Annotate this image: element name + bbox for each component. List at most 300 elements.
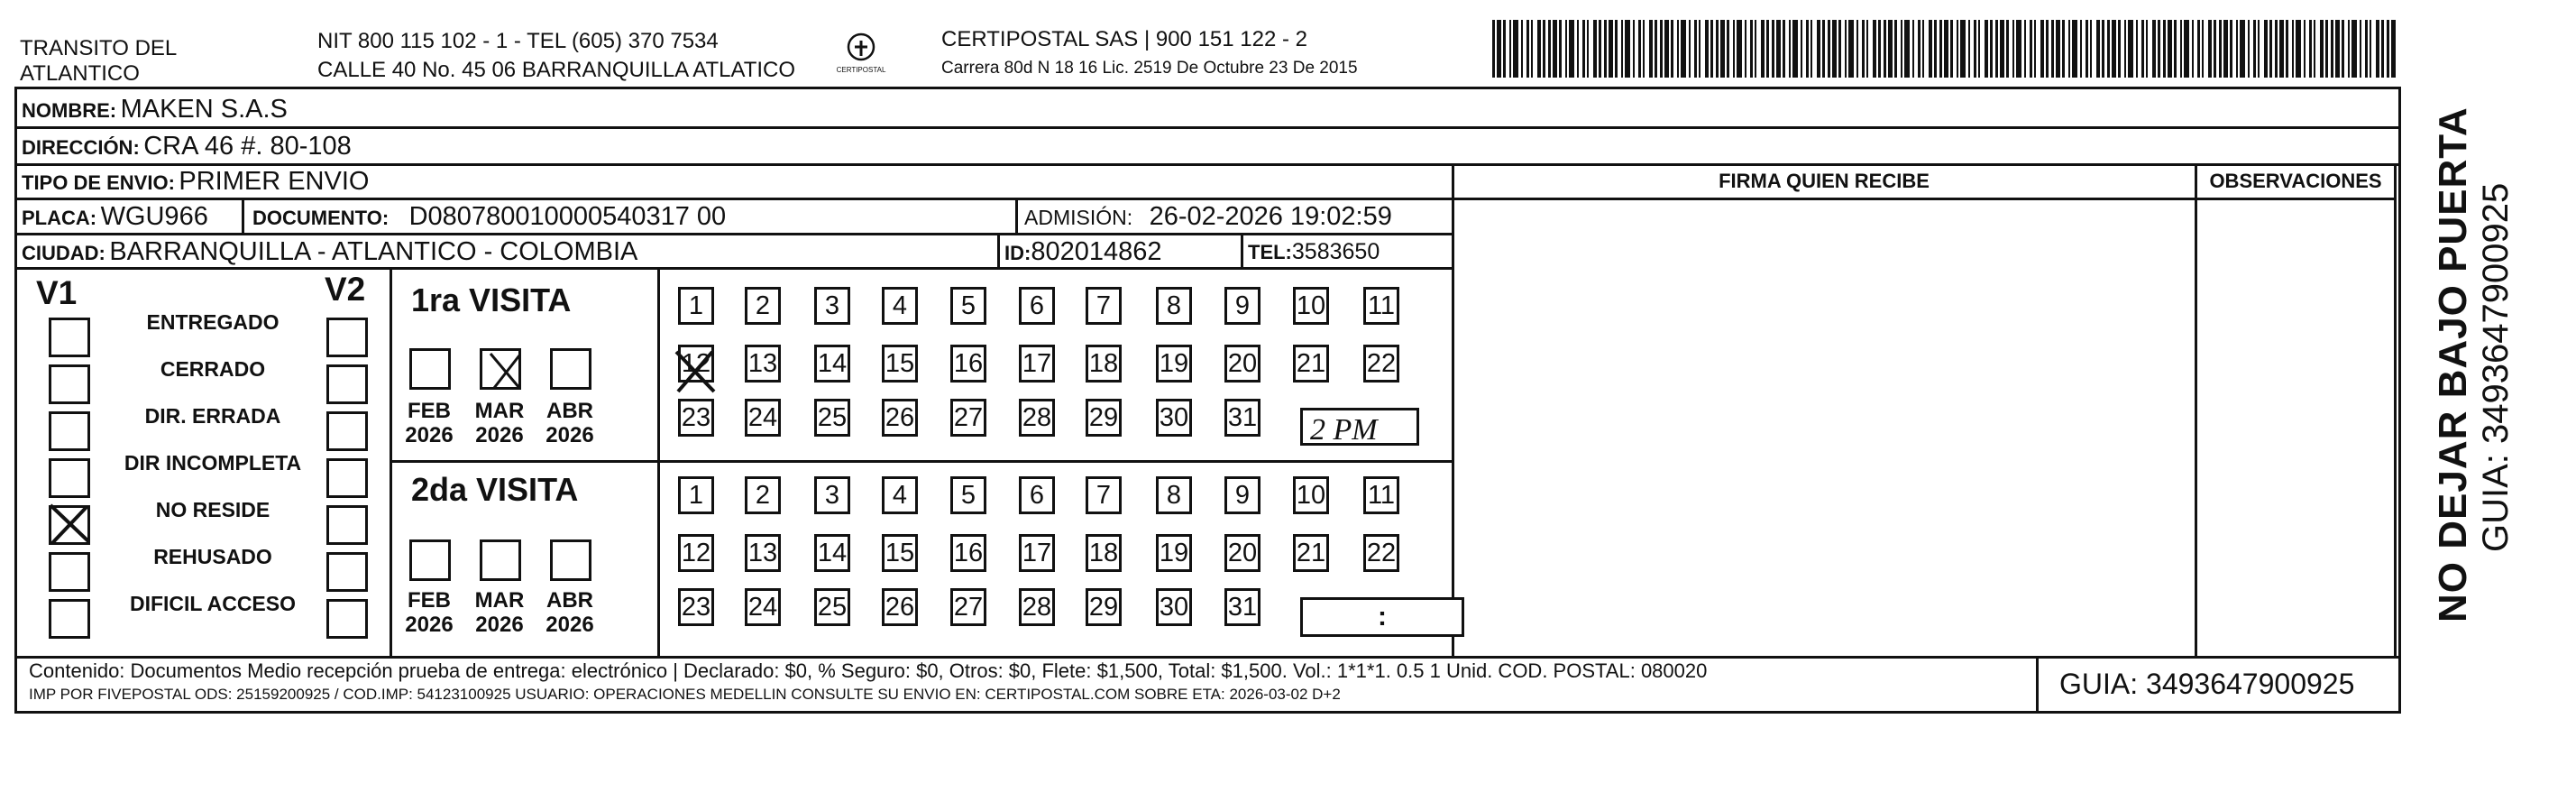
day-box[interactable]: 19 bbox=[1156, 534, 1192, 572]
barcode-bar bbox=[2365, 20, 2368, 78]
ciudad-label: CIUDAD: bbox=[22, 242, 105, 264]
tipo-value: PRIMER ENVIO bbox=[179, 167, 370, 196]
barcode-bar bbox=[1939, 20, 1942, 78]
handwritten-time-icon bbox=[1303, 410, 1416, 443]
day-box[interactable]: 4 bbox=[882, 476, 918, 514]
license-line: Carrera 80d N 18 16 Lic. 2519 De Octubre 23 De 2015 bbox=[941, 59, 1358, 78]
barcode-bar bbox=[2223, 20, 2228, 78]
month-name: MAR bbox=[474, 399, 525, 423]
barcode-bar bbox=[2034, 20, 2036, 78]
barcode-bar bbox=[2068, 20, 2070, 78]
reason-label: ENTREGADO bbox=[146, 310, 280, 334]
day-box[interactable]: 1 bbox=[678, 476, 714, 514]
direccion-field bbox=[22, 131, 352, 166]
barcode-bar bbox=[1621, 20, 1623, 78]
direccion-label: DIRECCIÓN: bbox=[22, 136, 140, 159]
tel-label: TEL: bbox=[1248, 241, 1292, 263]
placa-label: PLACA: bbox=[22, 207, 97, 229]
month-checkbox[interactable] bbox=[409, 348, 451, 390]
day-box[interactable]: 30 bbox=[1156, 588, 1192, 626]
barcode-bar bbox=[1720, 20, 1725, 78]
barcode-bar bbox=[1901, 20, 1902, 78]
reason-label: NO RESIDE bbox=[155, 498, 270, 521]
month-label bbox=[397, 399, 462, 447]
day-box[interactable]: 14 bbox=[814, 534, 850, 572]
day-box[interactable]: 20 bbox=[1224, 534, 1260, 572]
barcode-bar bbox=[1848, 20, 1854, 78]
visit1-title: 1ra VISITA bbox=[411, 281, 572, 318]
month-checkbox[interactable] bbox=[409, 539, 451, 581]
day-box[interactable]: 4 bbox=[882, 287, 918, 325]
barcode-bar bbox=[2006, 20, 2009, 78]
day-box[interactable]: 28 bbox=[1019, 399, 1055, 437]
day-box[interactable]: 25 bbox=[814, 399, 850, 437]
day-box[interactable]: 30 bbox=[1156, 399, 1192, 437]
day-box[interactable]: 24 bbox=[745, 588, 781, 626]
day-box[interactable]: 12 bbox=[678, 534, 714, 572]
barcode-bar bbox=[2158, 20, 2160, 78]
day-box[interactable]: 17 bbox=[1019, 345, 1055, 383]
day-box[interactable]: 6 bbox=[1019, 476, 1055, 514]
day-box[interactable]: 8 bbox=[1156, 476, 1192, 514]
reason-label: DIR INCOMPLETA bbox=[124, 451, 302, 475]
documento-value: D080780010000540317 00 bbox=[408, 202, 727, 231]
barcode-bar bbox=[1710, 20, 1713, 78]
barcode-bar bbox=[1615, 20, 1618, 78]
placa-field bbox=[22, 201, 208, 236]
month-label bbox=[467, 588, 532, 637]
address-line: CALLE 40 No. 45 06 BARRANQUILLA ATLATICO bbox=[317, 58, 796, 82]
day-box[interactable]: 27 bbox=[950, 588, 986, 626]
barcode-bar bbox=[1689, 20, 1691, 78]
barcode-bar bbox=[2102, 20, 2104, 78]
documento-label: DOCUMENTO: bbox=[252, 207, 390, 229]
barcode-bar bbox=[1845, 20, 1847, 78]
barcode-bar bbox=[1745, 20, 1746, 78]
nombre-label: NOMBRE: bbox=[22, 99, 117, 122]
barcode-bar bbox=[1801, 20, 1802, 78]
v1-checkbox[interactable] bbox=[49, 552, 90, 592]
company-info bbox=[941, 27, 1358, 79]
day-box[interactable]: 29 bbox=[1086, 399, 1122, 437]
barcode-bar bbox=[1957, 20, 1958, 78]
barcode-bar bbox=[2219, 20, 2222, 78]
day-box[interactable]: 14 bbox=[814, 345, 850, 383]
barcode-bar bbox=[2168, 20, 2172, 78]
barcode-bar bbox=[2240, 20, 2245, 78]
day-box[interactable]: 18 bbox=[1086, 345, 1122, 383]
barcode-bar bbox=[1761, 20, 1765, 78]
barcode-bar bbox=[1838, 20, 1841, 78]
v1-checkbox[interactable] bbox=[49, 364, 90, 404]
barcode-bar bbox=[2292, 20, 2294, 78]
month-label bbox=[537, 399, 602, 447]
barcode-bar bbox=[1894, 20, 1897, 78]
barcode-bar bbox=[1694, 20, 1697, 78]
barcode-bar bbox=[1828, 20, 1830, 78]
day-box[interactable]: 26 bbox=[882, 399, 918, 437]
barcode-bar bbox=[1638, 20, 1641, 78]
reason-label: REHUSADO bbox=[153, 545, 272, 568]
barcode-bar bbox=[2348, 20, 2350, 78]
day-box[interactable]: 8 bbox=[1156, 287, 1192, 325]
barcode-bar bbox=[2387, 20, 2389, 78]
visit2-time-placeholder: : bbox=[1378, 602, 1387, 631]
barcode-bar bbox=[1750, 20, 1753, 78]
barcode-bar bbox=[1548, 20, 1551, 78]
barcode-bar bbox=[1737, 20, 1742, 78]
v2-checkbox[interactable] bbox=[326, 411, 368, 451]
v2-checkbox[interactable] bbox=[326, 364, 368, 404]
barcode-bar bbox=[2248, 20, 2250, 78]
tipo-envio-field bbox=[22, 166, 369, 201]
month-year: 2026 bbox=[475, 423, 524, 447]
v1-checkbox[interactable] bbox=[49, 458, 90, 498]
barcode-bar bbox=[1727, 20, 1729, 78]
day-box[interactable]: 9 bbox=[1224, 287, 1260, 325]
month-checkbox[interactable] bbox=[550, 539, 591, 581]
v2-checkbox[interactable] bbox=[326, 505, 368, 545]
barcode-bar bbox=[2331, 20, 2333, 78]
nombre-value: MAKEN S.A.S bbox=[120, 95, 288, 124]
day-box[interactable]: 11 bbox=[1363, 287, 1399, 325]
barcode-bar bbox=[2258, 20, 2260, 78]
barcode-bar bbox=[1817, 20, 1820, 78]
barcode-bar bbox=[1862, 20, 1865, 78]
barcode-bar bbox=[1609, 20, 1613, 78]
visit1-time-box[interactable] bbox=[1300, 408, 1419, 446]
barcode-bar bbox=[1503, 20, 1506, 78]
v2-checkbox[interactable] bbox=[326, 552, 368, 592]
barcode-bar bbox=[1677, 20, 1679, 78]
barcode-bar bbox=[2296, 20, 2301, 78]
barcode-bar bbox=[2309, 20, 2312, 78]
barcode-bar bbox=[2124, 20, 2126, 78]
day-box[interactable]: 20 bbox=[1224, 345, 1260, 383]
barcode-bar bbox=[2163, 20, 2166, 78]
barcode-bar bbox=[2236, 20, 2238, 78]
v2-checkbox[interactable] bbox=[326, 318, 368, 357]
day-box[interactable]: 24 bbox=[745, 399, 781, 437]
barcode-bar bbox=[1888, 20, 1893, 78]
day-box[interactable]: 26 bbox=[882, 588, 918, 626]
month-name: ABR bbox=[546, 588, 593, 613]
admision-value: 26-02-2026 19:02:59 bbox=[1149, 202, 1392, 231]
day-box[interactable]: 17 bbox=[1019, 534, 1055, 572]
barcode-bar bbox=[1922, 20, 1924, 78]
barcode-bar bbox=[2152, 20, 2156, 78]
barcode-bar bbox=[1582, 20, 1585, 78]
admision-label: ADMISIÓN: bbox=[1024, 206, 1133, 229]
barcode-bar bbox=[1968, 20, 1970, 78]
day-box[interactable]: 10 bbox=[1293, 287, 1329, 325]
reason-label: CERRADO bbox=[160, 357, 266, 381]
barcode-bar bbox=[2342, 20, 2344, 78]
side-guia: GUIA: 3493647900925 bbox=[2476, 182, 2516, 552]
barcode-bar bbox=[1543, 20, 1545, 78]
barcode-bar bbox=[1497, 20, 1501, 78]
logo-icon bbox=[830, 31, 893, 83]
barcode-bar bbox=[2141, 20, 2144, 78]
barcode-bar bbox=[2024, 20, 2026, 78]
barcode-bar bbox=[1509, 20, 1511, 78]
barcode-bar bbox=[1990, 20, 1993, 78]
sender-name bbox=[20, 36, 177, 87]
barcode-bar bbox=[2062, 20, 2065, 78]
v1-checkbox[interactable] bbox=[49, 318, 90, 357]
visit2-title: 2da VISITA bbox=[411, 471, 579, 508]
barcode-bar bbox=[2056, 20, 2060, 78]
barcode-bar bbox=[1565, 20, 1567, 78]
barcode-bar bbox=[2335, 20, 2340, 78]
v1-checkbox[interactable] bbox=[49, 411, 90, 451]
month-name: MAR bbox=[474, 588, 525, 613]
id-field bbox=[1004, 236, 1161, 272]
month-year: 2026 bbox=[405, 613, 454, 637]
barcode bbox=[1492, 20, 2397, 78]
v2-checkbox[interactable] bbox=[326, 599, 368, 639]
barcode-bar bbox=[2086, 20, 2088, 78]
v2-label: V2 bbox=[325, 271, 366, 308]
sender-contact bbox=[317, 29, 795, 83]
barcode-bar bbox=[1569, 20, 1574, 78]
tipo-label: TIPO DE ENVIO: bbox=[22, 171, 175, 194]
month-year: 2026 bbox=[475, 613, 524, 637]
company-line: CERTIPOSTAL SAS | 900 151 122 - 2 bbox=[941, 27, 1307, 51]
v1-checkbox[interactable] bbox=[49, 599, 90, 639]
firma-label: FIRMA QUIEN RECIBE bbox=[1719, 170, 1930, 192]
barcode-bar bbox=[2080, 20, 2082, 78]
barcode-bar bbox=[1733, 20, 1735, 78]
barcode-bar bbox=[1537, 20, 1541, 78]
barcode-bar bbox=[1526, 20, 1529, 78]
barcode-bar bbox=[1492, 20, 1495, 78]
barcode-bar bbox=[1934, 20, 1937, 78]
tel-value: 3583650 bbox=[1291, 239, 1380, 264]
barcode-bar bbox=[2016, 20, 2021, 78]
barcode-bar bbox=[2192, 20, 2194, 78]
barcode-bar bbox=[1655, 20, 1657, 78]
day-box[interactable]: 3 bbox=[814, 287, 850, 325]
month-label bbox=[467, 399, 532, 447]
barcode-bar bbox=[1776, 20, 1781, 78]
barcode-bar bbox=[1884, 20, 1886, 78]
day-box[interactable]: 3 bbox=[814, 476, 850, 514]
ciudad-value: BARRANQUILLA - ATLANTICO - COLOMBIA bbox=[109, 237, 638, 266]
day-box[interactable]: 9 bbox=[1224, 476, 1260, 514]
visit2-time-box[interactable] bbox=[1300, 597, 1464, 637]
barcode-bar bbox=[1643, 20, 1645, 78]
barcode-bar bbox=[2370, 20, 2371, 78]
month-year: 2026 bbox=[405, 423, 454, 447]
barcode-bar bbox=[2360, 20, 2361, 78]
barcode-bar bbox=[1822, 20, 1825, 78]
day-box[interactable]: 5 bbox=[950, 476, 986, 514]
month-checkbox[interactable] bbox=[480, 348, 521, 390]
day-box[interactable]: 19 bbox=[1156, 345, 1192, 383]
barcode-bar bbox=[1772, 20, 1774, 78]
barcode-bar bbox=[2269, 20, 2272, 78]
day-box[interactable]: 25 bbox=[814, 588, 850, 626]
barcode-bar bbox=[1671, 20, 1673, 78]
barcode-bar bbox=[1878, 20, 1881, 78]
barcode-bar bbox=[1789, 20, 1791, 78]
barcode-bar bbox=[2090, 20, 2092, 78]
barcode-bar bbox=[1660, 20, 1663, 78]
ciudad-field bbox=[22, 236, 637, 272]
barcode-bar bbox=[2376, 20, 2379, 78]
documento-field bbox=[252, 201, 726, 236]
day-box[interactable]: 23 bbox=[678, 588, 714, 626]
barcode-bar bbox=[2096, 20, 2100, 78]
barcode-bar bbox=[2314, 20, 2315, 78]
logo-text: CERTIPOSTAL bbox=[836, 66, 886, 74]
barcode-bar bbox=[2351, 20, 2357, 78]
barcode-bar bbox=[2325, 20, 2328, 78]
day-box[interactable]: 21 bbox=[1293, 345, 1329, 383]
day-box[interactable]: 13 bbox=[745, 534, 781, 572]
barcode-bar bbox=[2197, 20, 2200, 78]
barcode-bar bbox=[2214, 20, 2216, 78]
barcode-bar bbox=[1944, 20, 1948, 78]
barcode-bar bbox=[2000, 20, 2004, 78]
id-label: ID: bbox=[1004, 242, 1031, 264]
barcode-bar bbox=[1792, 20, 1798, 78]
month-checkbox[interactable] bbox=[480, 539, 521, 581]
barcode-bar bbox=[1593, 20, 1597, 78]
barcode-icon bbox=[1492, 20, 2397, 78]
barcode-bar bbox=[2112, 20, 2116, 78]
barcode-bar bbox=[1811, 20, 1812, 78]
barcode-bar bbox=[2264, 20, 2268, 78]
v1-checkbox[interactable] bbox=[49, 505, 90, 545]
month-name: ABR bbox=[546, 399, 593, 423]
day-box[interactable]: 11 bbox=[1363, 476, 1399, 514]
barcode-bar bbox=[2184, 20, 2189, 78]
day-box[interactable]: 31 bbox=[1224, 588, 1260, 626]
day-box[interactable]: 7 bbox=[1086, 476, 1122, 514]
barcode-bar bbox=[1974, 20, 1976, 78]
day-box[interactable]: 16 bbox=[950, 534, 986, 572]
reason-label: DIR. ERRADA bbox=[144, 404, 281, 428]
day-box[interactable]: 31 bbox=[1224, 399, 1260, 437]
day-box[interactable]: 22 bbox=[1363, 534, 1399, 572]
barcode-bar bbox=[2072, 20, 2077, 78]
handwritten-time: 2 PM bbox=[1310, 413, 1378, 443]
barcode-bar bbox=[1806, 20, 1809, 78]
day-box[interactable]: 21 bbox=[1293, 534, 1329, 572]
barcode-bar bbox=[1985, 20, 1988, 78]
barcode-bar bbox=[1904, 20, 1910, 78]
side-warning: NO DEJAR BAJO PUERTA bbox=[2431, 106, 2475, 622]
footer-guia: GUIA: 3493647900925 bbox=[2059, 668, 2355, 700]
sender-line2: ATLANTICO bbox=[20, 61, 140, 86]
barcode-bar bbox=[1766, 20, 1769, 78]
barcode-bar bbox=[2279, 20, 2284, 78]
day-box[interactable]: 10 bbox=[1293, 476, 1329, 514]
nombre-field bbox=[22, 94, 288, 129]
day-box[interactable]: 28 bbox=[1019, 588, 1055, 626]
day-box[interactable]: 2 bbox=[745, 287, 781, 325]
nit-line: NIT 800 115 102 - 1 - TEL (605) 370 7534 bbox=[317, 29, 719, 53]
barcode-bar bbox=[1681, 20, 1686, 78]
barcode-bar bbox=[2202, 20, 2204, 78]
barcode-bar bbox=[1699, 20, 1701, 78]
id-value: 802014862 bbox=[1031, 237, 1162, 266]
day-box[interactable]: 23 bbox=[678, 399, 714, 437]
barcode-bar bbox=[2040, 20, 2044, 78]
day-box[interactable]: 1 bbox=[678, 287, 714, 325]
barcode-bar bbox=[1587, 20, 1589, 78]
barcode-bar bbox=[1832, 20, 1837, 78]
barcode-bar bbox=[1978, 20, 1980, 78]
sender-line1: TRANSITO DEL bbox=[20, 36, 178, 60]
barcode-bar bbox=[1625, 20, 1630, 78]
barcode-bar bbox=[1783, 20, 1785, 78]
direccion-value: CRA 46 #. 80-108 bbox=[143, 132, 352, 161]
barcode-bar bbox=[1995, 20, 1998, 78]
month-checkbox[interactable] bbox=[550, 348, 591, 390]
month-name: FEB bbox=[408, 588, 451, 613]
month-year: 2026 bbox=[545, 613, 594, 637]
barcode-bar bbox=[1559, 20, 1562, 78]
barcode-bar bbox=[1705, 20, 1709, 78]
day-box[interactable]: 22 bbox=[1363, 345, 1399, 383]
barcode-bar bbox=[1513, 20, 1518, 78]
day-box[interactable]: 12 bbox=[678, 345, 714, 383]
day-box[interactable]: 27 bbox=[950, 399, 986, 437]
observaciones-label: OBSERVACIONES bbox=[2209, 170, 2382, 192]
day-box[interactable]: 18 bbox=[1086, 534, 1122, 572]
barcode-bar bbox=[2128, 20, 2133, 78]
month-label bbox=[537, 588, 602, 637]
barcode-bar bbox=[2174, 20, 2177, 78]
barcode-bar bbox=[1531, 20, 1533, 78]
barcode-bar bbox=[2046, 20, 2049, 78]
barcode-bar bbox=[1649, 20, 1653, 78]
day-box[interactable]: 15 bbox=[882, 534, 918, 572]
barcode-bar bbox=[1755, 20, 1756, 78]
barcode-bar bbox=[1950, 20, 1953, 78]
month-year: 2026 bbox=[545, 423, 594, 447]
day-box[interactable]: 15 bbox=[882, 345, 918, 383]
day-box[interactable]: 29 bbox=[1086, 588, 1122, 626]
barcode-bar bbox=[1633, 20, 1635, 78]
barcode-bar bbox=[2286, 20, 2288, 78]
reason-label: DIFICIL ACCESO bbox=[129, 592, 296, 615]
admision-field bbox=[1024, 201, 1392, 236]
placa-value: WGU966 bbox=[100, 202, 208, 231]
barcode-bar bbox=[2118, 20, 2121, 78]
barcode-bar bbox=[1599, 20, 1601, 78]
day-box[interactable]: 6 bbox=[1019, 287, 1055, 325]
barcode-bar bbox=[1604, 20, 1607, 78]
barcode-bar bbox=[1664, 20, 1669, 78]
tel-field bbox=[1248, 236, 1380, 271]
day-box[interactable]: 2 bbox=[745, 476, 781, 514]
v2-checkbox[interactable] bbox=[326, 458, 368, 498]
day-box[interactable]: 5 bbox=[950, 287, 986, 325]
firma-header bbox=[1453, 166, 2195, 199]
barcode-bar bbox=[1918, 20, 1921, 78]
day-box[interactable]: 16 bbox=[950, 345, 986, 383]
barcode-bar bbox=[2208, 20, 2212, 78]
day-box[interactable]: 7 bbox=[1086, 287, 1122, 325]
barcode-bar bbox=[2051, 20, 2054, 78]
day-box[interactable]: 13 bbox=[745, 345, 781, 383]
barcode-bar bbox=[2275, 20, 2278, 78]
barcode-bar bbox=[2030, 20, 2032, 78]
